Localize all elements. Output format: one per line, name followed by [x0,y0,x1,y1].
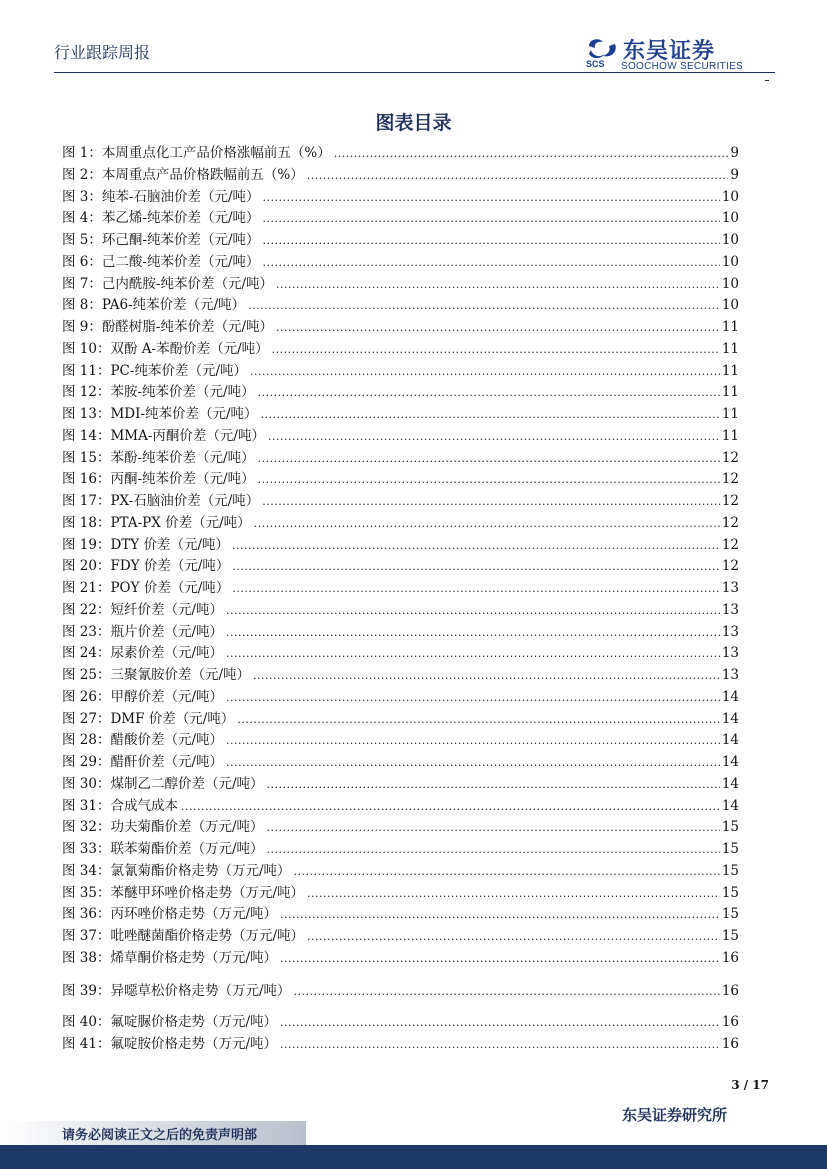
toc-entry[interactable] [62,317,739,338]
toc-entry[interactable] [62,752,739,773]
toc-dot-leader [232,556,719,577]
toc-entry-page: 10 [721,188,739,205]
toc-entry-label: 图 13：MDI-纯苯价差（元/吨） [62,406,258,422]
toc-entry[interactable] [62,622,739,643]
header-divider [54,72,775,73]
toc-entry[interactable] [62,513,739,534]
toc-entry-page: 14 [721,732,739,749]
toc-entry[interactable] [62,904,739,925]
toc-entry-page: 16 [721,1014,739,1031]
toc-dot-leader [226,600,720,621]
toc-entry-page: 12 [721,558,739,575]
toc-entry-label: 图 14：MMA-丙酮价差（元/吨） [62,427,265,444]
toc-entry-page: 16 [721,949,739,966]
toc-entry[interactable] [62,643,739,664]
institute-name: 东吴证券研究所 [621,1106,727,1124]
toc-entry[interactable] [62,491,739,512]
toc-entry-label: 图 18：PTA-PX 价差（元/吨） [62,514,251,531]
toc-entry-page: 15 [721,862,739,879]
toc-entry[interactable] [62,730,739,751]
toc-entry-page: 10 [721,253,739,270]
toc-entry-page: 12 [721,493,739,509]
toc-entry-label: 图 23：瓶片价差（元/吨） [62,623,224,640]
toc-dot-leader [258,382,720,403]
toc-entry-label: 图 4：苯乙烯-纯苯价差（元/吨） [62,210,260,227]
toc-entry[interactable] [62,665,739,686]
toc-entry-page: 14 [721,797,739,814]
toc-entry-label: 图 25：三聚氰胺价差（元/吨） [62,667,251,683]
toc-entry-page: 14 [721,710,739,727]
toc-dot-leader [280,948,720,969]
toc-entry-label: 图 31：合成气成本 [62,797,178,814]
toc-entry-label: 图 38：烯草酮价格走势（万元/吨） [62,949,278,966]
toc-entry[interactable] [62,426,739,447]
toc-dot-leader [294,861,720,882]
toc-entry[interactable] [62,448,739,469]
toc-dot-leader [258,448,720,469]
toc-entry-label: 图 19：DTY 价差（元/吨） [62,536,230,553]
toc-entry-label: 图 28：醋酸价差（元/吨） [62,732,224,749]
company-logo [585,34,757,74]
toc-dot-leader [334,143,729,164]
page-number: 3 / 17 [731,1078,769,1092]
toc-entry-label: 图 36：丙环唑价格走势（万元/吨） [62,906,278,923]
toc-dot-leader [267,817,720,838]
toc-entry-label: 图 9：酚醛树脂-纯苯价差（元/吨） [62,319,273,335]
toc-entry[interactable] [62,187,739,208]
toc-entry-page: 10 [721,275,739,292]
toc-entry[interactable] [62,556,739,577]
toc-dot-leader [226,687,720,708]
toc-entry[interactable] [62,883,739,904]
toc-entry[interactable] [62,469,739,490]
toc-entry-page: 13 [721,667,739,683]
toc-entry[interactable] [62,981,739,1002]
toc-dot-leader [263,252,720,273]
logo-english-name: SOOCHOW SECURITIES [621,61,744,72]
toc-entry-page: 14 [721,754,739,770]
toc-entry-page: 13 [721,601,739,618]
toc-entry[interactable] [62,796,739,817]
toc-entry-page: 13 [721,580,739,596]
toc-entry-label: 图 7：己内酰胺-纯苯价差（元/吨） [62,275,273,292]
toc-dot-leader [226,752,720,773]
toc-dot-leader [267,839,720,860]
toc-entry[interactable] [62,578,739,599]
toc-entry-label: 图 22：短纤价差（元/吨） [62,601,224,618]
toc-entry-page: 12 [721,471,739,488]
toc-entry-page: 9 [730,145,739,161]
toc-entry[interactable] [62,230,739,251]
toc-entry-page: 12 [721,449,739,466]
toc-dot-leader [272,339,720,360]
toc-dot-leader [263,187,720,208]
toc-entry-label: 图 27：DMF 价差（元/吨） [62,710,235,727]
toc-entry[interactable] [62,274,739,295]
toc-dot-leader [280,1034,720,1055]
toc-entry-label: 图 3：纯苯-石脑油价差（元/吨） [62,188,260,205]
toc-entry[interactable] [62,295,739,316]
toc-title: 图表目录 [375,112,452,134]
toc-entry-page: 15 [721,884,739,901]
header-tick [765,80,769,81]
toc-entry-page: 10 [721,232,739,248]
toc-entry-label: 图 2：本周重点产品价格跌幅前五（%） [62,166,304,183]
toc-dot-leader [226,730,720,751]
toc-entry-label: 图 16：丙酮-纯苯价差（元/吨） [62,471,255,488]
toc-entry[interactable] [62,839,739,860]
toc-dot-leader [248,295,720,316]
toc-dot-leader [263,230,720,251]
toc-entry-label: 图 8：PA6-纯苯价差（元/吨） [62,297,246,314]
toc-entry-label: 图 35：苯醚甲环唑价格走势（万元/吨） [62,884,305,901]
toc-dot-leader [294,981,720,1002]
toc-entry-page: 10 [721,297,739,314]
footer-bar [0,1145,827,1169]
toc-dot-leader [307,883,720,904]
toc-entry-page: 16 [721,1036,739,1052]
toc-dot-leader [307,926,720,947]
toc-entry-page: 15 [721,906,739,923]
toc-entry-label: 图 10：双酚 A-苯酚价差（元/吨） [62,340,269,357]
toc-entry-label: 图 20：FDY 价差（元/吨） [62,558,230,575]
toc-entry-page: 9 [730,166,739,183]
toc-dot-leader [262,491,720,512]
toc-entry-label: 图 32：功夫菊酯价差（万元/吨） [62,819,264,836]
toc-entry[interactable] [62,926,739,947]
toc-entry[interactable] [62,1034,739,1055]
toc-entry[interactable] [62,404,739,425]
toc-dot-leader [258,469,720,490]
disclaimer-banner [0,1121,306,1145]
toc-entry-label: 图 41：氟啶胺价格走势（万元/吨） [62,1036,278,1052]
toc-dot-leader [250,361,720,382]
toc-entry-page: 10 [721,210,739,227]
toc-entry-label: 图 11：PC-纯苯价差（元/吨） [62,362,247,379]
toc-entry-label: 图 1：本周重点化工产品价格涨幅前五（%） [62,145,331,161]
toc-entry-page: 13 [721,645,739,662]
toc-entry-label: 图 34：氯氰菊酯价格走势（万元/吨） [62,862,291,879]
toc-entry-label: 图 37：吡唑醚菌酯价格走势（万元/吨） [62,928,305,944]
toc-entry-page: 11 [721,384,739,401]
toc-entry[interactable] [62,600,739,621]
toc-entry-label: 图 6：己二酸-纯苯价差（元/吨） [62,253,260,270]
toc-entry-label: 图 17：PX-石脑油价差（元/吨） [62,493,260,509]
toc-entry[interactable] [62,861,739,882]
toc-entry-label: 图 30：煤制乙二醇价差（元/吨） [62,775,264,792]
toc-entry-page: 14 [721,688,739,705]
toc-dot-leader [280,904,720,925]
toc-entry[interactable] [62,709,739,730]
toc-dot-leader [254,513,720,534]
toc-entry-page: 12 [721,536,739,553]
toc-entry-label: 图 24：尿素价差（元/吨） [62,645,224,662]
toc-entry-page: 15 [721,841,739,857]
report-type: 行业跟踪周报 [54,43,151,62]
toc-dot-leader [237,709,719,730]
toc-entry[interactable] [62,535,739,556]
disclaimer-text: 请务必阅读正文之后的免责声明部 [62,1128,258,1143]
toc-entry-label: 图 33：联苯菊酯价差（万元/吨） [62,841,264,857]
toc-dot-leader [263,208,720,229]
toc-entry-page: 11 [721,406,739,422]
toc-entry[interactable] [62,817,739,838]
toc-dot-leader [307,165,729,186]
toc-entry-label: 图 21：POY 价差（元/吨） [62,580,230,596]
toc-entry-page: 15 [721,819,739,836]
toc-entry[interactable] [62,252,739,273]
toc-entry-page: 13 [721,623,739,640]
toc-entry[interactable] [62,382,739,403]
toc-dot-leader [267,774,720,795]
toc-entry-page: 11 [721,340,739,357]
soochow-logo-icon [585,36,619,68]
toc-entry[interactable] [62,143,739,164]
toc-entry[interactable] [62,208,739,229]
toc-dot-leader [226,643,720,664]
toc-entry-page: 15 [721,928,739,944]
toc-dot-leader [280,1012,720,1033]
toc-entry-page: 14 [721,775,739,792]
toc-entry[interactable] [62,774,739,795]
toc-entry-page: 11 [721,362,739,379]
toc-entry[interactable] [62,948,739,969]
toc-entry[interactable] [62,361,739,382]
toc-entry-label: 图 29：醋酐价差（元/吨） [62,754,224,770]
logo-chinese-name: 东吴证券 [623,39,716,64]
toc-dot-leader [232,535,720,556]
toc-entry[interactable] [62,339,739,360]
toc-entry-page: 11 [721,427,739,444]
toc-entry[interactable] [62,687,739,708]
toc-dot-leader [253,665,720,686]
toc-entry[interactable] [62,1012,739,1033]
toc-entry-page: 12 [721,514,739,531]
toc-dot-leader [276,274,720,295]
toc-dot-leader [226,622,720,643]
svg-text:SCS: SCS [586,59,605,68]
toc-entry-label: 图 15：苯酚-纯苯价差（元/吨） [62,449,255,466]
toc-entry-page: 16 [721,982,739,999]
toc-dot-leader [181,796,720,817]
toc-entry-label: 图 12：苯胺-纯苯价差（元/吨） [62,384,255,401]
toc-entry-page: 11 [721,319,739,335]
toc-dot-leader [268,426,720,447]
toc-dot-leader [276,317,720,338]
toc-entry-label: 图 5：环己酮-纯苯价差（元/吨） [62,232,260,248]
toc-dot-leader [232,578,719,599]
toc-entry-label: 图 40：氟啶脲价格走势（万元/吨） [62,1014,278,1031]
toc-entry[interactable] [62,165,739,186]
toc-entry-label: 图 39：异噁草松价格走势（万元/吨） [62,982,291,999]
toc-entry-label: 图 26：甲醇价差（元/吨） [62,688,224,705]
toc-dot-leader [261,404,720,425]
